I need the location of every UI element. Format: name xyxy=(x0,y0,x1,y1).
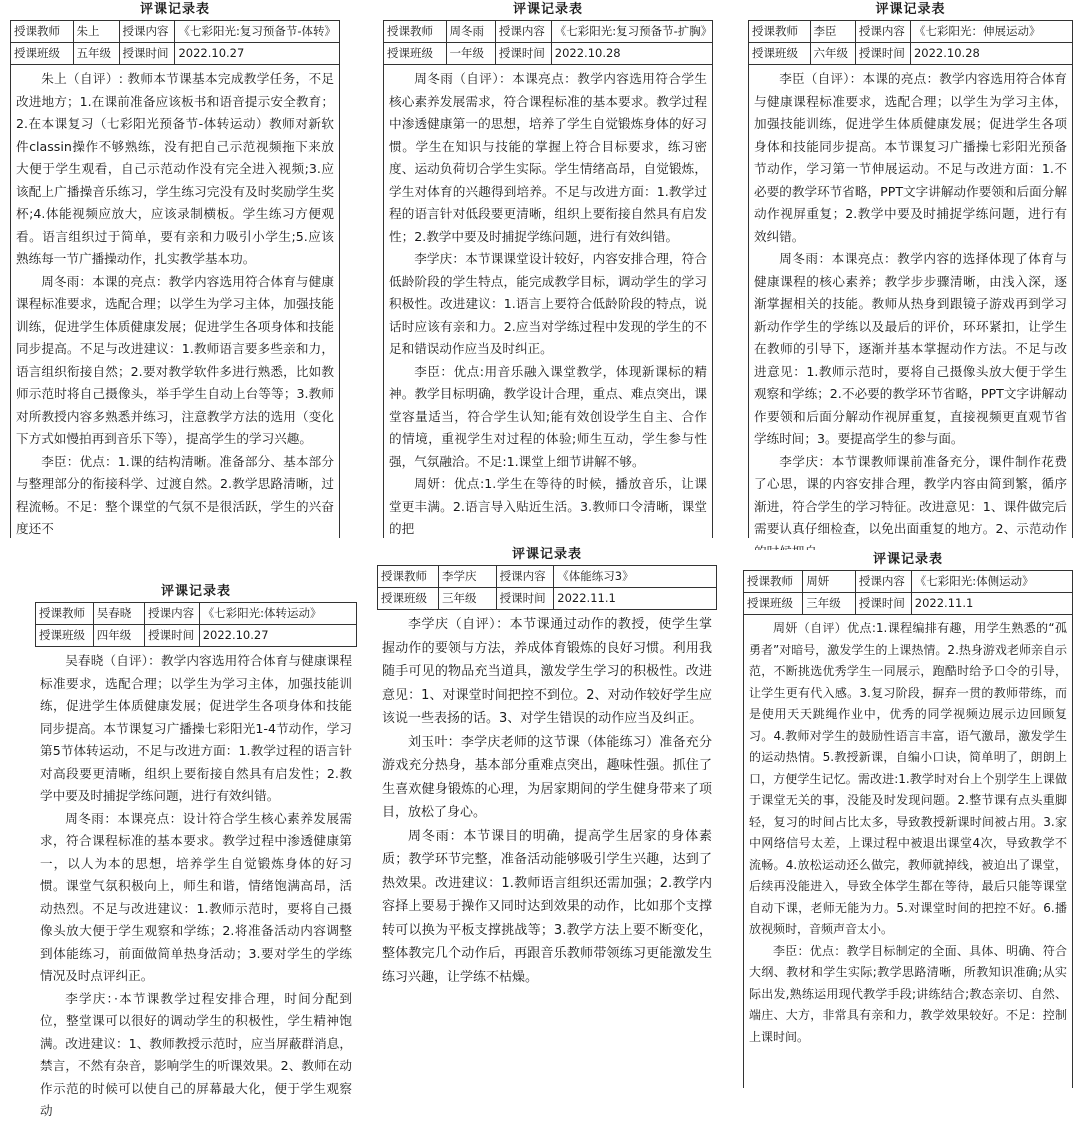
panel-title: 评课记录表 xyxy=(139,2,210,17)
content-value: 《体能练习3》 xyxy=(554,566,717,588)
panel-title: 评课记录表 xyxy=(872,552,943,567)
review-body xyxy=(35,647,357,1118)
review-panel-2 xyxy=(383,0,713,536)
review-body xyxy=(743,615,1073,1088)
review-paragraph: 周冬雨：本课亮点：设计符合学生核心素养发展需求，符合课程标准的基本要求。教学过程中渗透健康第一，以人为本的思想，培养学生自觉锻炼身体的好习惯。课堂气氛积极向上，师生和谐，情绪饱满高昂，活动热烈。不足与改进建议：1.教师示范时，要将自己摄像头放大便于学生观察和学练；2.将准备活动内容调整到体能练习，前面做简单热身活动；3.要对学生的学练情况及时点评纠正。 xyxy=(40,810,352,983)
time-label: 授课时间 xyxy=(145,625,200,647)
review-paragraph: 朱上（自评）: 教师本节课基本完成教学任务，不足改进地方；1.在课前准备应该板书和语音提示安全教育；2.在本课复习（七彩阳光预备节-体转运动）教师对新软件classin操作不够熟练，没有把自己示范视频拖下来放大便于学生观看，自己示范动作没有完全进入视频;3.应该配上广播操音乐练习，学生练习完没有及时奖励学生奖杯;4.体能视频应放大，应该录制横板。学生练习方便观看。语言组织过于简单，要有亲和力吸引小学生;5.应该熟练每一节广播操动作，扎实教学基本功。 xyxy=(16,71,334,266)
time-label: 授课时间 xyxy=(495,43,551,65)
review-paragraph: 李臣：优点：教学目标制定的全面、具体、明确、符合大纲、教材和学生实际;教学思路清晰，所教知识准确;从实际出发,熟练运用现代教学手段;讲练结合;教态亲切、自然、端庄、大方，非常具有亲和力，教学效果较好。不足：控制上课时间。 xyxy=(749,943,1067,1044)
panel-title: 评课记录表 xyxy=(160,584,231,599)
info-table xyxy=(35,602,357,647)
time-value: 2022.11.1 xyxy=(554,588,717,610)
panel-title: 评课记录表 xyxy=(511,547,582,562)
teacher-value: 吴春晓 xyxy=(93,603,144,625)
review-body xyxy=(377,610,717,1083)
time-label: 授课时间 xyxy=(855,593,911,615)
content-value: 《七彩阳光:体侧运动》 xyxy=(911,571,1072,593)
teacher-label: 授课教师 xyxy=(384,21,447,43)
class-value: 一年级 xyxy=(446,43,495,65)
time-label: 授课时间 xyxy=(855,43,910,65)
class-value: 六年级 xyxy=(810,43,855,65)
review-panel-4 xyxy=(35,582,357,1118)
content-label: 授课内容 xyxy=(145,603,200,625)
panel-title: 评课记录表 xyxy=(875,2,946,17)
review-paragraph: 周冬雨：本节课目的明确，提高学生居家的身体素质；教学环节完整，准备活动能够吸引学生兴趣，达到了热效果。改进建议：1.教师语言组织还需加强；2.教学内容择上要易于操作又同时达到效果的动作，比如那个支撑转可以换为平板支撑挑战等；3.教学方法上要不断变化，整体教完几个动作后，再跟音乐教师带领练习更能激发生练习兴趣，让学练不枯燥。 xyxy=(382,828,712,985)
review-paragraph: 周妍：优点:1.学生在等待的时候，播放音乐，让课堂更丰满。2.语言导入贴近生活。3.教师口令清晰，课堂的把 xyxy=(389,476,707,536)
review-panel-1 xyxy=(10,0,340,536)
review-paragraph: 刘玉叶：李学庆老师的这节课（体能练习）准备充分游戏充分热身，基本部分重难点突出，趣味性强。抓住了生喜欢健身锻炼的心理，为居家期间的学生健身带来了项目，放松了身心。 xyxy=(382,734,712,820)
review-panel-6 xyxy=(743,550,1073,1080)
class-value: 四年级 xyxy=(93,625,144,647)
class-label: 授课班级 xyxy=(36,625,94,647)
review-panel-5 xyxy=(377,545,717,1080)
teacher-label: 授课教师 xyxy=(744,571,803,593)
time-value: 2022.10.28 xyxy=(910,43,1072,65)
review-body xyxy=(10,65,340,538)
class-label: 授课班级 xyxy=(11,43,74,65)
class-label: 授课班级 xyxy=(744,593,803,615)
class-value: 五年级 xyxy=(73,43,119,65)
info-table xyxy=(377,565,717,610)
time-label: 授课时间 xyxy=(119,43,175,65)
info-table xyxy=(383,20,713,65)
info-table xyxy=(748,20,1073,65)
teacher-label: 授课教师 xyxy=(378,566,439,588)
panel-title: 评课记录表 xyxy=(512,2,583,17)
info-table xyxy=(10,20,340,65)
review-paragraph: 李学庆：本节课课堂设计较好，内容安排合理，符合低龄阶段的学生特点，能完成教学目标，调动学生的学习积极性。改进建议：1.语言上要符合低龄阶段的特点，说话时应该有亲和力。2.应当对学练过程中发现的学生的不足和错误动作应当及时纠正。 xyxy=(389,251,707,356)
review-paragraph: 周冬雨：本课的亮点：教学内容选用符合体育与健康课程标准要求，选配合理；以学生为学习主体，加强技能训练，促进学生体质健康发展；促进学生各项身体和技能同步提高。不足与改进建议：1.教师语言要多些亲和力，语言组织衔接自然；2.要对教学软件多进行熟悉，比如教师示范时将自己摄像头，举手学生自动上台等等；3.教师对所教授内容多熟悉并练习，注意教学方法的选用（变化下方式如慢拍再到音乐下等），提高学生的学习兴趣。 xyxy=(16,273,334,446)
content-value: 《七彩阳光：伸展运动》 xyxy=(910,21,1072,43)
content-value: 《七彩阳光:复习预备节-体转》 xyxy=(175,21,340,43)
teacher-value: 朱上 xyxy=(73,21,119,43)
time-value: 2022.10.27 xyxy=(175,43,340,65)
teacher-label: 授课教师 xyxy=(749,21,811,43)
class-label: 授课班级 xyxy=(384,43,447,65)
teacher-label: 授课教师 xyxy=(36,603,94,625)
review-paragraph: 李臣（自评）：本课的亮点：教学内容选用符合体育与健康课程标准要求，选配合理；以学生为学习主体，加强技能训练，促进学生体质健康发展；促进学生各项身体和技能同步提高。本节课复习广播操七彩阳光预备节动作，学习第一节伸展运动。不足与改进方面：1.不必要的教学环节省略，PPT文字讲解动作要领和后面分解动作视屏重复；2.教学中要及时捕捉学练问题，进行有效纠错。 xyxy=(754,71,1067,244)
review-body xyxy=(748,65,1073,538)
info-table xyxy=(743,570,1073,615)
content-value: 《七彩阳光:复习预备节-扩胸》 xyxy=(551,21,712,43)
class-value: 三年级 xyxy=(439,588,497,610)
review-paragraph: 周冬雨（自评）：本课亮点：教学内容选用符合学生核心素养发展需求，符合课程标准的基本要求。教学过程中渗透健康第一的思想，培养了学生自觉锻炼身体的好习惯。学生在知识与技能的掌握上符合目标要求，练习密度、运动负荷切合学生实际。学生情绪高昂，自觉锻炼，学生对体育的兴趣得到培养。不足与改进方面：1.教学过程的语言针对低段要更清晰，组织上要衔接自然具有启发性；2.教学中要及时捕捉学练问题，进行有效纠错。 xyxy=(389,71,707,244)
time-value: 2022.10.28 xyxy=(551,43,712,65)
review-paragraph: 李学庆（自评）：本节课通过动作的教授，使学生掌握动作的要领与方法，养成体育锻炼的良好习惯。利用我随手可见的物品充当道具，激发学生学习的积极性。改进意见：1、对课堂时间把控不到位。2、对动作较好学生应该说一些表扬的话。3、对学生错误的动作应当及纠正。 xyxy=(382,617,712,726)
teacher-value: 李学庆 xyxy=(439,566,497,588)
review-panel-3 xyxy=(748,0,1073,536)
review-paragraph: 李臣：优点:用音乐融入课堂教学，体现新课标的精神。教学目标明确，教学设计合理，重点、难点突出，课堂容量适当，符合学生认知;能有效创设学生自主、合作的情境，重视学生对过程的体验;师生互动，学生参与性强，气氛融洽。不足:1.课堂上细节讲解不够。 xyxy=(389,363,707,469)
content-label: 授课内容 xyxy=(495,21,551,43)
time-value: 2022.10.27 xyxy=(199,625,356,647)
teacher-value: 周妍 xyxy=(803,571,856,593)
time-value: 2022.11.1 xyxy=(911,593,1072,615)
review-body xyxy=(383,65,713,538)
review-paragraph: 李学庆：·本节课教学过程安排合理，时间分配到位，整堂课可以很好的调动学生的积极性，学生精神饱满。改进建议：1、教师教授示范时，应当屏蔽群消息，禁言，不然有杂音，影响学生的听课效果。2、教师在动作示范的时候可以使自己的屏幕最大化，便于学生观察动 xyxy=(40,990,352,1118)
review-paragraph: 李臣：优点：1.课的结构清晰。准备部分、基本部分与整理部分的衔接科学、过渡自然。2.教学思路清晰，过程流畅。不足：整个课堂的气氛不是很活跃，学生的兴奋度还不 xyxy=(16,453,334,536)
content-label: 授课内容 xyxy=(855,571,911,593)
review-paragraph: 吴春晓（自评）：教学内容选用符合体育与健康课程标准要求，选配合理；以学生为学习主体，加强技能训练，促进学生体质健康发展；促进学生各项身体和技能同步提高。本节课复习广播操七彩阳光1-4节动作，学习第5节体转运动，不足与改进方面：1.教学过程的语言针对高段要更清晰，组织上要衔接自然具有启发性；2.教学中要及时捕捉学练问题，进行有效纠错。 xyxy=(40,653,352,803)
content-label: 授课内容 xyxy=(119,21,175,43)
review-paragraph: 周妍（自评）优点:1.课程编排有趣，用学生熟悉的“孤勇者”对暗号，激发学生的上课热情。2.热身游戏老师亲自示范，不断挑选优秀学生一同展示，跑酷时给予口令的引导，让学生更有代入感。3.复习阶段，摒弃一贯的教师带练，而是使用天天跳绳作业中，优秀的同学视频边展示边回顾复习。4.教师对学生的鼓励性语言丰富，语气激昂，激发学生的运动热情。5.教授新课，自编小口诀，简单明了，朗朗上口，方便学生记忆。需改进:1.教学时对台上个别学生上课做于课堂无关的事，没能及时发现问题。2.整节课有点头重脚轻，复习的时间占比太多，导致教授新课时间被占用。3.家中网络信号太差，上课过程中被退出课堂4次，导致教学不流畅。4.放松运动还么做完，教师就掉线，被迫出了课堂，后续再没能进入，导致全体学生都在等待，最后只能等课堂自动下课，老师无能为力。5.对课堂时间的把控不好。6.播放视频时，音频声音太小。 xyxy=(749,621,1067,936)
teacher-value: 周冬雨 xyxy=(446,21,495,43)
class-value: 三年级 xyxy=(803,593,856,615)
review-paragraph: 周冬雨：本课亮点：教学内容的选择体现了体育与健康课程的核心素养；教学步步骤清晰，由浅入深，逐渐掌握相关的技能。教师从热身到跟镜子游戏再到学习新动作学生的学练以及最后的评价，环环紧扣，让学生在教师的引导下，逐渐并基本掌握动作方法。不足与改进意见：1.教师示范时，要将自己摄像头放大便于学生观察和学练；2.不必要的教学环节省略，PPT文字讲解动作要领和后面分解动作视屏重复，直接视频更直观节省学练时间；3。要提高学生的参与面。 xyxy=(754,251,1067,446)
content-value: 《七彩阳光:体转运动》 xyxy=(199,603,356,625)
content-label: 授课内容 xyxy=(855,21,910,43)
teacher-value: 李臣 xyxy=(810,21,855,43)
time-label: 授课时间 xyxy=(496,588,554,610)
content-label: 授课内容 xyxy=(496,566,554,588)
class-label: 授课班级 xyxy=(378,588,439,610)
class-label: 授课班级 xyxy=(749,43,811,65)
teacher-label: 授课教师 xyxy=(11,21,74,43)
review-paragraph: 李学庆：本节课教师课前准备充分，课件制作花费了心思，课的内容安排合理，教学内容由简到繁，循序渐进，符合学生的学习特征。改进意见：1、课件做完后需要认真仔细检查，以免出面重复的地方。2、示范动作 xyxy=(754,453,1067,536)
